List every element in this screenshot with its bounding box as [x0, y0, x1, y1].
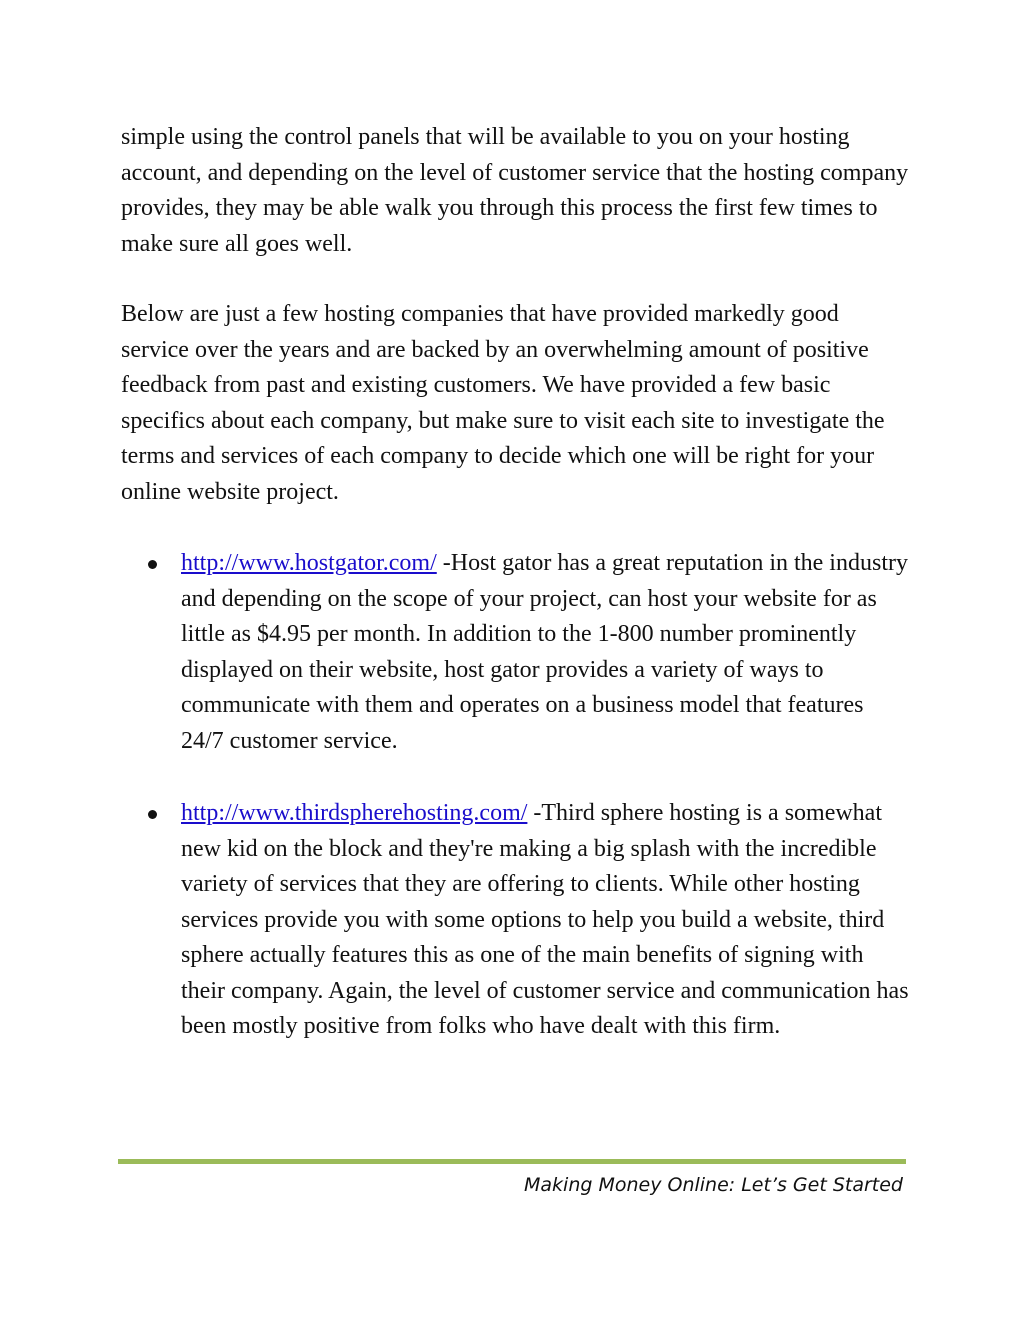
- bullet-icon: [148, 810, 157, 819]
- bullet-icon: [148, 560, 157, 569]
- body-paragraph-2: Below are just a few hosting companies that have provided markedly good service over the years and are backed by an overwhelming amount of positive feedback from past and existing customers. We have provided a few basic specifics about each company, but make sure to visit each site to investigate the terms and services of each company to decide which one will be right for your online website project.: [121, 301, 885, 505]
- bullet-item-thirdsphere: [181, 796, 911, 1045]
- footer-divider: [118, 1159, 906, 1164]
- bullet-text-hostgator: -Host gator has a great reputation in the industry and depending on the scope of your project, can host your website for as little as $4.95 per month. In addition to the 1-800 number prominently displayed on their website, host gator provides a variety of ways to communicate with them and operates on a business model that features 24/7 customer service.: [181, 550, 908, 754]
- hostgator-link[interactable]: http://www.hostgator.com/: [181, 550, 437, 576]
- bullet-text-thirdsphere: -Third sphere hosting is a somewhat new kid on the block and they're making a big splash with the incredible variety of services that they are offering to clients. While other hosting services provide you with some options to help you build a website, third sphere actually features this as one of the main benefits of signing with their company. Again, the level of customer service and communication has been mostly positive from folks who have dealt with this firm.: [181, 800, 909, 1039]
- thirdsphere-link[interactable]: http://www.thirdspherehosting.com/: [181, 800, 528, 826]
- footer-title: Making Money Online: Let’s Get Started: [524, 1174, 903, 1196]
- body-paragraph-1: simple using the control panels that will be available to you on your hosting account, and depending on the level of customer service that the hosting company provides, they may be able walk you through this process the first few times to make sure all goes well.: [121, 124, 909, 257]
- bullet-item-hostgator: [181, 546, 911, 759]
